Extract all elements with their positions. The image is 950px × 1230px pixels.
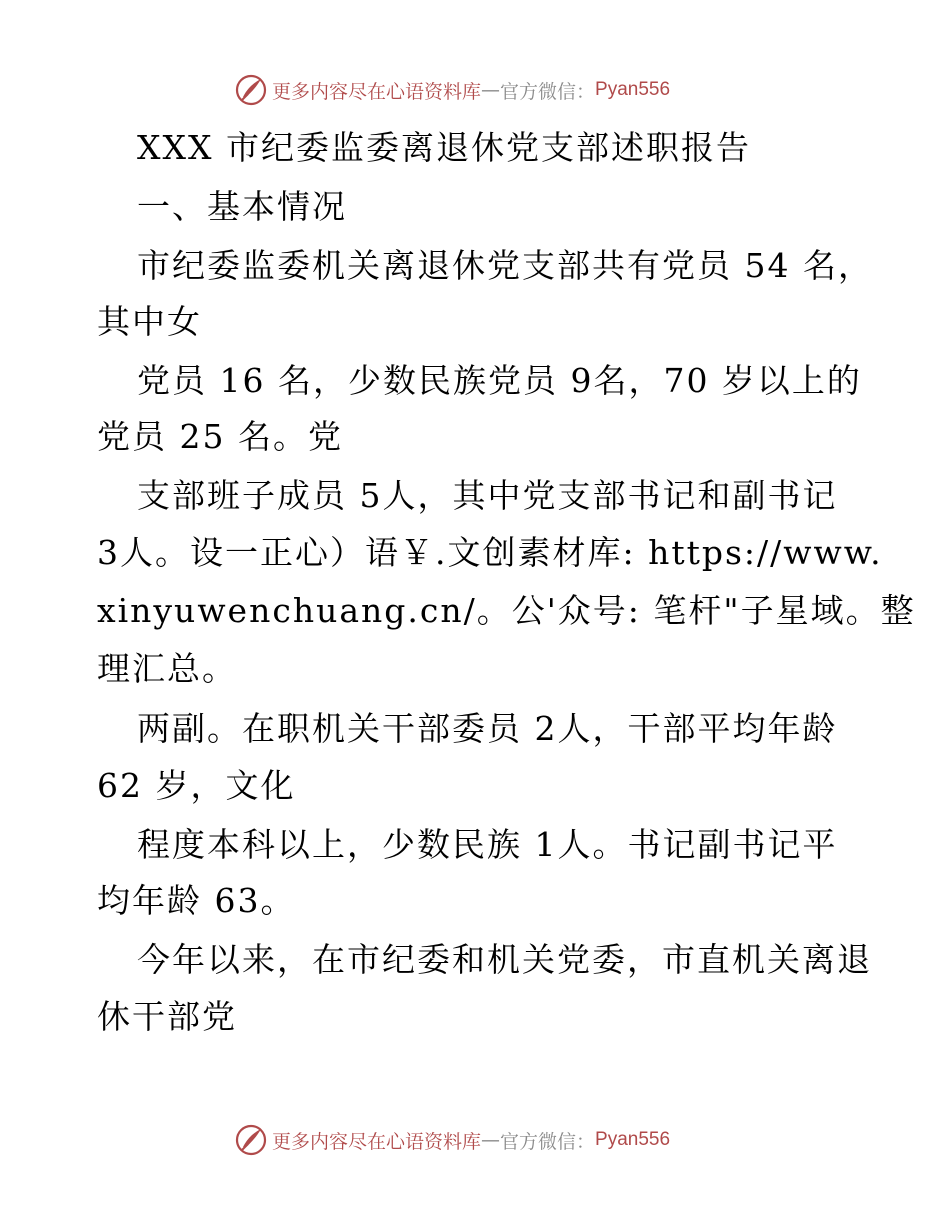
watermark-account: Pyan556	[595, 1129, 671, 1150]
paragraph-line: 党员 25 名。党	[97, 417, 343, 456]
paragraph-line: 均年龄 63。	[97, 881, 296, 920]
watermark-account: Pyan556	[595, 79, 671, 100]
watermark-official-label: 官方微信：	[500, 1130, 596, 1153]
document-title: XXX 市纪委监委离退休党支部述职报告	[137, 128, 751, 167]
header-watermark	[234, 72, 670, 108]
paragraph-line: 理汇总。	[97, 649, 237, 688]
paragraph-line: 3人。设一正心）语￥.文创素材库: https://www.	[97, 533, 883, 572]
paragraph-line: 支部班子成员 5人，其中党支部书记和副书记	[137, 476, 838, 515]
paragraph-line: 市纪委监委机关离退休党支部共有党员 54 名，	[137, 246, 873, 285]
paragraph-line: 休干部党	[97, 997, 237, 1036]
quill-seal-icon	[234, 73, 268, 107]
watermark-official-label: 官方微信：	[500, 80, 596, 103]
watermark-separator: —	[481, 1129, 501, 1151]
paragraph-line: 党员 16 名，少数民族党员 9名，70 岁以上的	[137, 361, 862, 400]
watermark-brand: 更多内容尽在心语资料库	[272, 1130, 482, 1153]
section-heading: 一、基本情况	[137, 187, 347, 226]
paragraph-line: 今年以来，在市纪委和机关党委，市直机关离退	[137, 940, 872, 979]
paragraph-line: 其中女	[97, 302, 202, 341]
paragraph-line: 两副。在职机关干部委员 2人，干部平均年龄	[137, 709, 838, 748]
paragraph-line: 程度本科以上，少数民族 1人。书记副书记平	[137, 825, 838, 864]
paragraph-line: xinyuwenchuang.cn/。公'众号: 笔杆"子星域。整	[97, 591, 916, 630]
quill-seal-icon	[234, 1123, 268, 1157]
footer-watermark	[234, 1122, 670, 1158]
watermark-separator: —	[481, 79, 501, 101]
paragraph-line: 62 岁，文化	[97, 766, 296, 805]
watermark-brand: 更多内容尽在心语资料库	[272, 80, 482, 103]
